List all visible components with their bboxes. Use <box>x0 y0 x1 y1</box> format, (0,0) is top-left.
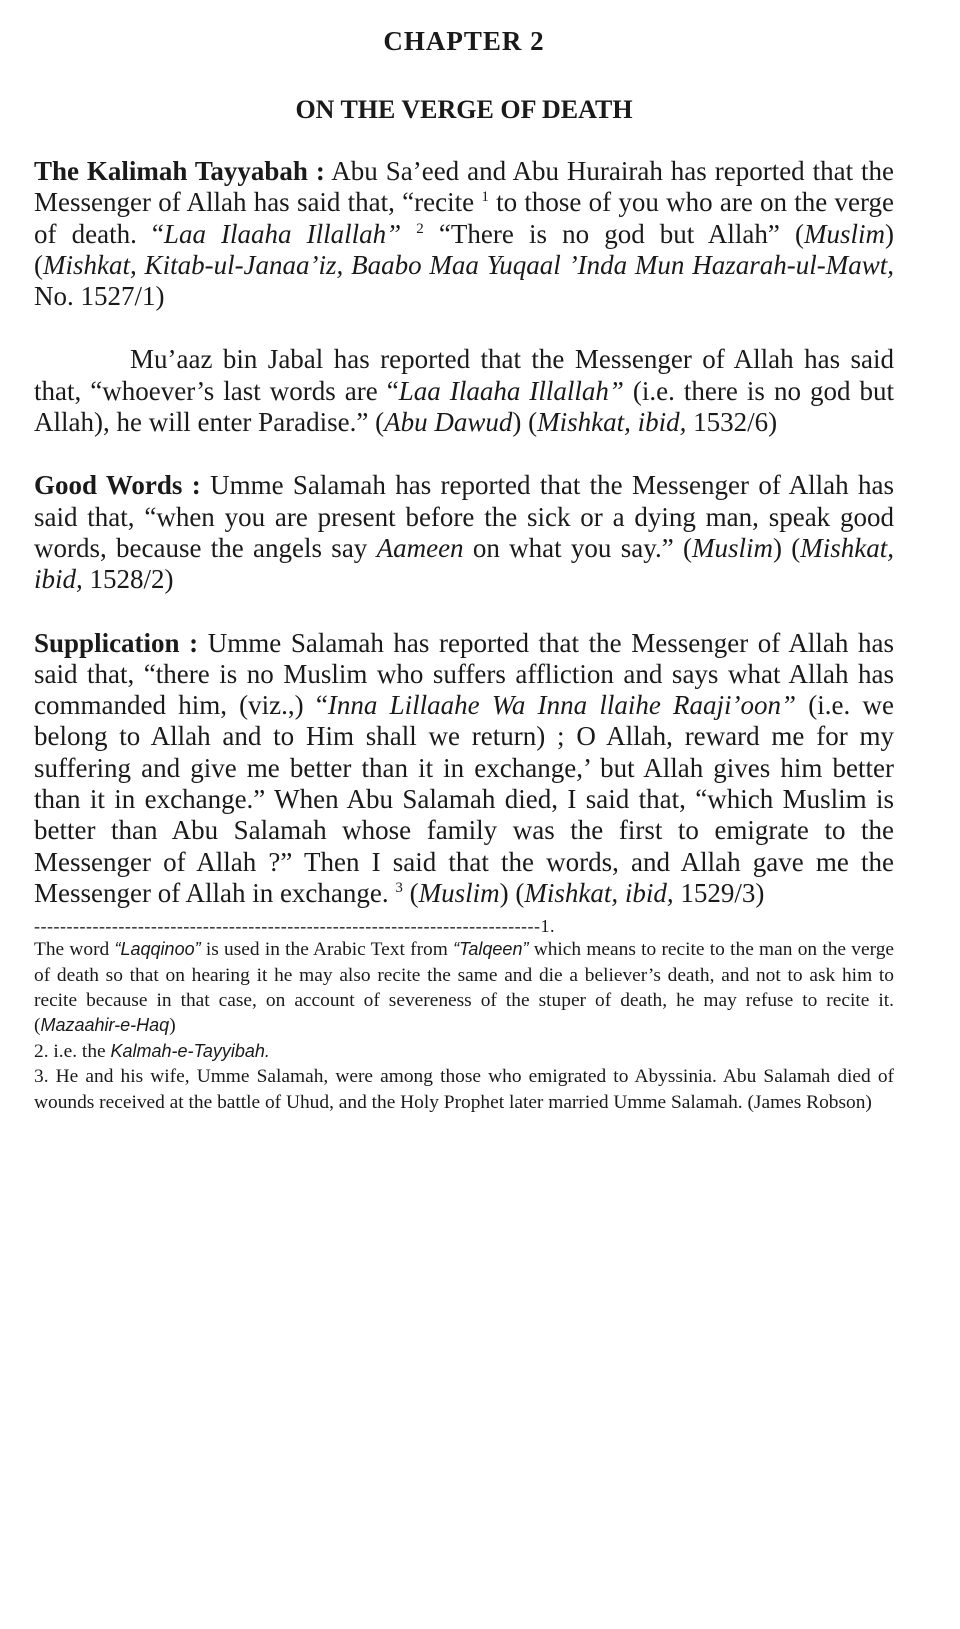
footnote-ref-3: 3 <box>395 879 403 896</box>
text: is used in the Arabic Text from <box>200 939 454 961</box>
paragraph-supplication <box>34 628 894 910</box>
chapter-heading: CHAPTER 2 <box>383 26 545 56</box>
italic-text: Mishkat, ibid, <box>34 532 894 595</box>
italic-text: Muslim <box>418 877 500 908</box>
text: Umme Salamah has reported that the Messenger of Allah has said that, “there is no Muslim who suffers affliction and says what Allah has commanded him, (viz.,) “ <box>34 627 894 721</box>
italic-text: Laa Ilaaha Illallah” <box>163 218 402 249</box>
text: (i.e. we belong to Allah and to Him shall we return) ; O Allah, reward me for my suffering and give me better than it in exchange,’ but Allah gives him better than it in exchange.” When Abu Salamah died, I said that, “which Muslim is better than Abu Salamah whose family was the first to emigrate to the Messenger of Allah ?” Then I said that the words, and Allah gave me the Messenger of Allah in exchange. <box>34 690 894 908</box>
text: The word <box>34 939 115 961</box>
italic-text: “Laqqinoo” <box>114 939 201 960</box>
text: on what you say.” ( <box>463 532 692 563</box>
text: to those of you who are on the verge of death. “ <box>34 187 894 249</box>
text: “There is no god but Allah” ( <box>423 218 804 249</box>
paragraph-kalimah-tayyabah <box>34 156 894 312</box>
italic-text: Mishkat, ibid, <box>524 877 674 908</box>
text: 2. i.e. the <box>34 1040 111 1062</box>
italic-text: Abu Dawud <box>384 407 513 438</box>
paragraph-muaaz <box>34 344 894 438</box>
italic-text: Muslim <box>804 218 885 249</box>
footnote-1 <box>34 937 894 1039</box>
italic-text: Mishkat, ibid, <box>537 407 687 438</box>
chapter-subtitle: ON THE VERGE OF DEATH <box>295 95 633 124</box>
text: ) ( <box>499 877 525 908</box>
text: ) <box>169 1015 176 1037</box>
footnote-3 <box>34 1064 894 1115</box>
paragraph-good-words <box>34 470 894 595</box>
text: Umme Salamah has reported that the Messenger of Allah has said that, “when you are present before the sick or a dying man, speak good words, because the angels say <box>34 470 894 563</box>
book-page <box>34 22 894 1115</box>
italic-text: Muslim <box>691 532 773 563</box>
text: ) ( <box>772 532 801 563</box>
italic-text: Mazaahir-e-Haq <box>40 1015 170 1036</box>
italic-text: Kalmah-e-Tayyibah. <box>110 1040 270 1061</box>
italic-text: Inna Lillaahe Wa Inna llaihe Raaji’oon” <box>327 690 797 721</box>
italic-text: Aameen <box>376 532 464 563</box>
italic-text: Laa Ilaaha Illallah” <box>398 375 624 406</box>
footnote-ref-1: 1 <box>481 189 489 206</box>
section-label-good-words: Good Words : <box>34 470 201 501</box>
footnote-divider: ------------------------------------------------------------------------------1. <box>34 916 556 937</box>
text: 1532/6) <box>686 407 778 438</box>
text: ) ( <box>34 218 894 280</box>
section-label-kalimah: The Kalimah Tayyabah : <box>34 156 325 186</box>
text: 1529/3) <box>673 877 765 908</box>
italic-text: Mishkat, Kitab-ul-Janaa’iz, Baabo Maa Yuqaal ’Inda Mun Hazarah-ul-Mawt, <box>43 249 894 280</box>
footnote-ref-2: 2 <box>416 220 424 237</box>
text: (i.e. there is no god but Allah), he will enter Paradise.” ( <box>34 375 895 438</box>
text: ) ( <box>512 407 538 438</box>
text: ( <box>402 877 419 908</box>
text: Mu’aaz bin Jabal has reported that the Messenger of Allah has said that, “whoever’s last words are “ <box>34 344 894 406</box>
footnote-2 <box>34 1039 894 1064</box>
text: 3. He and his wife, Umme Salamah, were among those who emigrated to Abyssinia. Abu Salamah died of wounds received at the battle of Uhud, and the Holy Prophet later married Umme Salamah. (James Robson) <box>34 1066 894 1113</box>
italic-text: “Talqeen” <box>453 939 529 960</box>
text: No. 1527/1) <box>34 281 165 312</box>
text: Abu Sa’eed and Abu Hurairah has reported that the Messenger of Allah has said that, “recite <box>34 156 894 218</box>
text: 1528/2) <box>82 564 174 595</box>
section-label-supplication: Supplication : <box>34 627 199 658</box>
text: which means to recite to the man on the verge of death so that on hearing it he may also recite the same and die a believer’s death, and not to ask him to recite because in that case, on account of severeness of the stuper of death, he may refuse to recite it. ( <box>34 939 894 1037</box>
